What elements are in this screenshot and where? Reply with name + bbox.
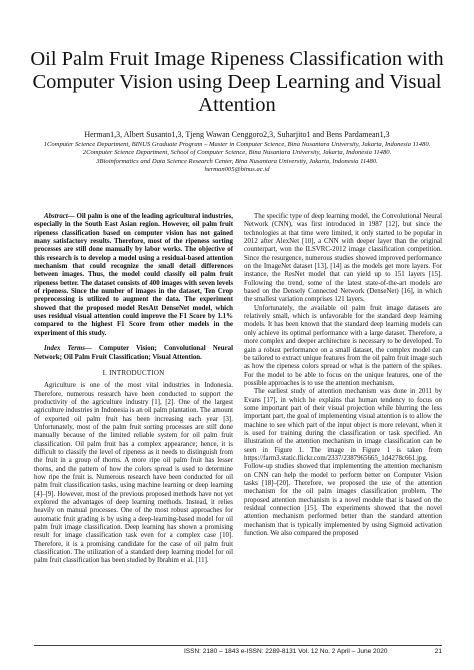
index-terms-lead: Index Terms— — [44, 345, 92, 353]
abstract-lead: Abstract— — [44, 213, 75, 220]
author-list: Herman1,3, Albert Susanto1,3, Tjeng Wawan Cenggoro2,3, Suharjito1 and Bens Pardamean1,3 — [84, 130, 390, 139]
affiliation-1: 1Computer Science Department, BINUS Graduate Program – Master in Computer Science, Bina Nusantara University, Jakarta, Indonesia 11480. — [43, 141, 431, 148]
right-column — [244, 213, 442, 538]
affiliation-3: 3Bioinformatics and Data Science Research Center, Bina Nusantara University, Jakarta, Indonesia 11480. — [96, 157, 378, 165]
abstract — [34, 213, 233, 338]
body-paragraph: The specific type of deep learning model, the Convolutional Neural Network (CNN), was first introduced in 1987 [12], but since the technologies at that time were limited, it only started to be popular in 2012 after AlexNet [10], a CNN with deeper layer than the original counterpart, won the ILSVRC-2012 image classification competition. Since the resurgence, numerous studies showed improved performance on the ImageNet dataset [13], [14] as the models get more layers. For instance, the ResNet model that can yield up to 151 layers [15]. Following the trend, some of the latest state-of-the-art models are based on the Densely Connected Network (DenseNet) [16], in which the smallest variation comprises 121 layers. — [244, 213, 442, 304]
affiliation-2: 2Computer Science Department, School of Computer Science, Bina Nusantara University, Jakarta, Indonesia 11480. — [82, 149, 392, 157]
abstract-text: Oil palm is one of the leading agricultural industries, especially in the South East Asian region. However, oil palm fruit ripeness classification based on computer vision has not gained many satisfactory results. Therefore, most of the ripeness sorting processes are still done manually by labor works. The objective of this research is to develop a model using a residual-based attention mechanism that could recognize the small detail differences between images. Thus, the model could classify oil palm fruit ripeness better. The dataset consists of 400 images with seven levels of ripeness. Since the number of images in the dataset, Ten Crop preprocessing is utilized to augment the data. The experiment showed that the proposed model ResAtt DenseNet model, which uses residual visual attention could improve the F1 Score by 1.1% compared to the highest F1 Score from other models in the experiment of this study. — [34, 213, 233, 337]
footer-issn: ISSN: 2180 – 1843 e-ISSN: 2289-8131 Vol. 12 No. 2 April – June 2020 — [184, 648, 388, 655]
body-paragraph: The earliest study of attention mechanism was done in 2011 by Evans [17], in which he explains that human tendency to focus on some important part of their visual projection while blurring the less important part, the goal of implementing visual attention is to allow the machine to see which part of the input object is more relevant, when it is used for training during the classification or task specified. An illustration of the attention mechanism in image classification can be seen in Figure 1. The image in Figure 1 is taken from https://farm3.static.flickr.com/2337/2387965665_1d4278c661.jpg. Follow-up studies showed that implementing the attention mechanism on CNN can help the model to perform better on Computer Vision tasks [18]–[20]. Therefore, we proposed the use of the attention mechanism for the oil palm images classification problem. The proposed attention mechanism is a novel module that is based on the residual connection [15]. The experiments showed that the novel attention mechanism performed better than the standard attention mechanism that is typically implemented by using Sigmoid activation function. We also compared the proposed — [244, 388, 442, 538]
paper-title: Oil Palm Fruit Image Ripeness Classification with Computer Vision using Deep Learning and Visual Attention — [30, 48, 444, 116]
author-email[interactable]: herman005@binus.ac.id — [204, 166, 270, 174]
body-paragraph: Unfortunately, the available oil palm fruit image datasets are relatively small, which is unfavorable for the standard deep learning models. It has been known that the standard deep learning models can only achieve its optimal performance with a large dataset. Therefore, a more complex and deeper architecture is necessary to be developed. To gain a robust performance on a small dataset, the complex model can be tailored to extract unique features from the oil palm fruit image such as how the ripeness colors spread or what is the pattern of the spikes. For the model to be able to focus on the unique features, one of the possible approaches is to use the attention mechanism. — [244, 304, 442, 387]
index-terms-text: Computer Vision; Convolutional Neural Network; Oil Palm Fruit Classification; Visual Attention. — [34, 345, 233, 361]
left-column — [34, 213, 233, 566]
index-terms — [34, 345, 233, 362]
page-footer — [34, 645, 442, 655]
page-number: 21 — [434, 648, 442, 655]
intro-paragraph: Agriculture is one of the most vital industries in Indonesia. Therefore, numerous research have been conducted to support the productivity of the agriculture industry [1], [2]. One of the largest agriculture industries in Indonesia is an oil palm plantation. The amount of exported oil palm fruit has been increasing each year [3]. Unfortunately, most of the palm fruit sorting processes are still done manually because of the limited reliable system for oil palm fruit classification. Oil palm fruit has a complex appearance; hence, it is difficult to classify the level of ripeness as it needs to distinguish from the fruit in a group of thorns. A more ripe oil palm fruit has lesser thorns, and the pattern of how the colors spread is used to determine how ripe the fruit is. Numerous research have been conducted for oil palm fruit classification tasks, using machine learning or deep learning [4]–[9]. However, most of the previous proposed methods have not yet explored the advantages of deep learning methods. Instead, it relies heavily on manual processes. One of the most robust approaches for automatic fruit grading is by using a deep-learning-based model for oil palm fruit image classification. Deep learning has shown a promising result for image classification task even for a complex case [10]. Therefore, it is a promising candidate for the case of oil palm fruit classification. The utilization of a standard deep learning model for oil palm fruit classification has been studied by Ibrahim et al. [11]. — [34, 382, 233, 565]
section-heading-introduction: I. INTRODUCTION — [102, 368, 165, 377]
affiliations — [40, 141, 434, 175]
